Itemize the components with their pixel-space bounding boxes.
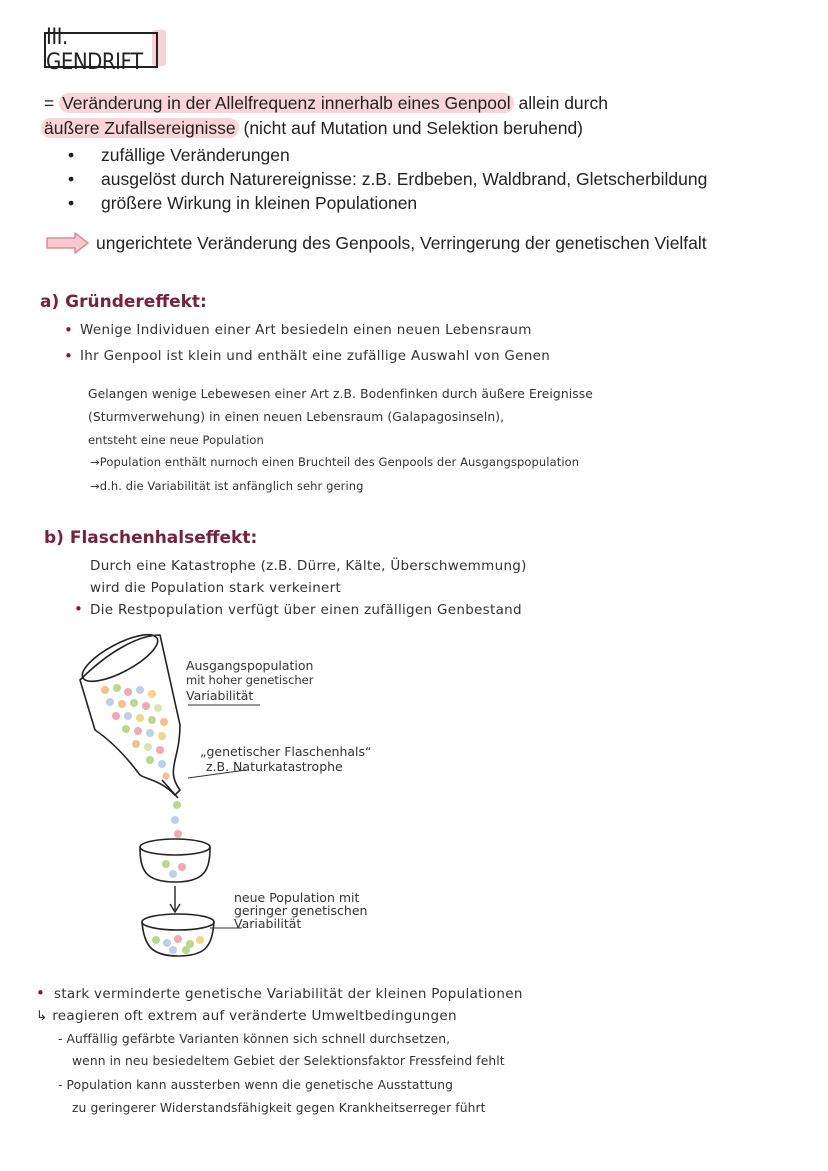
paragraph-line: wird die Population stark verkeinert bbox=[90, 580, 342, 596]
bullet-dot: • bbox=[64, 321, 74, 339]
definition-prefix: = bbox=[44, 93, 60, 113]
arrow-line bbox=[90, 455, 579, 469]
list-item: ausgelöst durch Naturereignisse: z.B. Erdbeben, Waldbrand, Gletscherbildung bbox=[101, 169, 708, 189]
bullet-dot: • bbox=[74, 600, 84, 618]
definition-line-1 bbox=[44, 91, 608, 115]
label-bottleneck: „genetischer Flaschenhals“ z.B. Naturkatastrophe bbox=[200, 744, 372, 774]
arrow-text: reagieren oft extrem auf veränderte Umweltbedingungen bbox=[52, 1008, 457, 1024]
dash-line: wenn in neu besiedeltem Gebiet der Selektionsfaktor Fressfeind fehlt bbox=[72, 1054, 505, 1068]
page-title: III. GENDRIFT bbox=[44, 32, 158, 68]
list-item: Ihr Genpool ist klein und enthält eine zufällige Auswahl von Genen bbox=[80, 348, 551, 364]
dash-line: zu geringerer Widerstandsfähigkeit gegen Krankheitserreger führt bbox=[72, 1101, 486, 1115]
bullet-dot: • bbox=[36, 984, 46, 1002]
list-item: Wenige Individuen einer Art besiedeln einen neuen Lebensraum bbox=[80, 322, 532, 338]
list-item: größere Wirkung in kleinen Populationen bbox=[101, 193, 418, 213]
paragraph-line: Gelangen wenige Lebewesen einer Art z.B. Bodenfinken durch äußere Ereignisse bbox=[88, 387, 593, 401]
section-a-heading: a) Gründereffekt: bbox=[40, 292, 207, 312]
definition-line-2 bbox=[41, 116, 583, 140]
bullet-dot: • bbox=[64, 347, 74, 365]
arrow-line bbox=[90, 479, 364, 493]
bullet-dot: • bbox=[68, 169, 75, 189]
arrow-text: Population enthält nurnoch einen Bruchteil des Genpools der Ausgangspopulation bbox=[99, 455, 580, 469]
double-arrow-icon bbox=[45, 232, 91, 254]
list-item: Die Restpopulation verfügt über einen zufälligen Genbestand bbox=[90, 602, 522, 618]
hook-arrow-icon: ↳ bbox=[36, 1008, 48, 1024]
list-item: zufällige Veränderungen bbox=[101, 145, 290, 165]
label-start-population: Ausgangspopulation mit hoher genetischer Variabilität bbox=[186, 658, 314, 703]
dash-line: - Population kann aussterben wenn die genetische Ausstattung bbox=[58, 1078, 454, 1092]
paragraph-line: Durch eine Katastrophe (z.B. Dürre, Kälte, Überschwemmung) bbox=[90, 558, 527, 574]
list-item: stark verminderte genetische Variabilität der kleinen Populationen bbox=[54, 986, 523, 1002]
section-b-heading: b) Flaschenhalseffekt: bbox=[44, 528, 258, 548]
arrow-text: d.h. die Variabilität ist anfänglich sehr gering bbox=[99, 479, 364, 493]
arrow-line bbox=[36, 1008, 457, 1024]
bullet-dot: • bbox=[68, 145, 75, 165]
allele-dots bbox=[101, 684, 182, 838]
paragraph-line: entsteht eine neue Population bbox=[88, 433, 264, 447]
definition-highlight-1: Veränderung in der Allelfrequenz innerhalb eines Genpool bbox=[59, 93, 514, 113]
definition-highlight-2: äußere Zufallsereignisse bbox=[41, 118, 239, 138]
paragraph-line: (Sturmverwehung) in einen neuen Lebensraum (Galapagosinseln), bbox=[88, 410, 505, 424]
label-new-population: neue Population mit geringer genetischen Variabilität bbox=[234, 890, 368, 931]
conclusion-text: ungerichtete Veränderung des Genpools, Verringerung der genetischen Vielfalt bbox=[96, 233, 707, 253]
arrow-icon: → bbox=[90, 455, 100, 469]
arrow-icon: → bbox=[90, 479, 100, 493]
definition-rest-1: allein durch bbox=[513, 93, 608, 113]
bullet-dot: • bbox=[68, 193, 75, 213]
definition-rest-2: (nicht auf Mutation und Selektion beruhend) bbox=[238, 118, 584, 138]
dash-line: - Auffällig gefärbte Varianten können sich schnell durchsetzen, bbox=[58, 1032, 451, 1046]
